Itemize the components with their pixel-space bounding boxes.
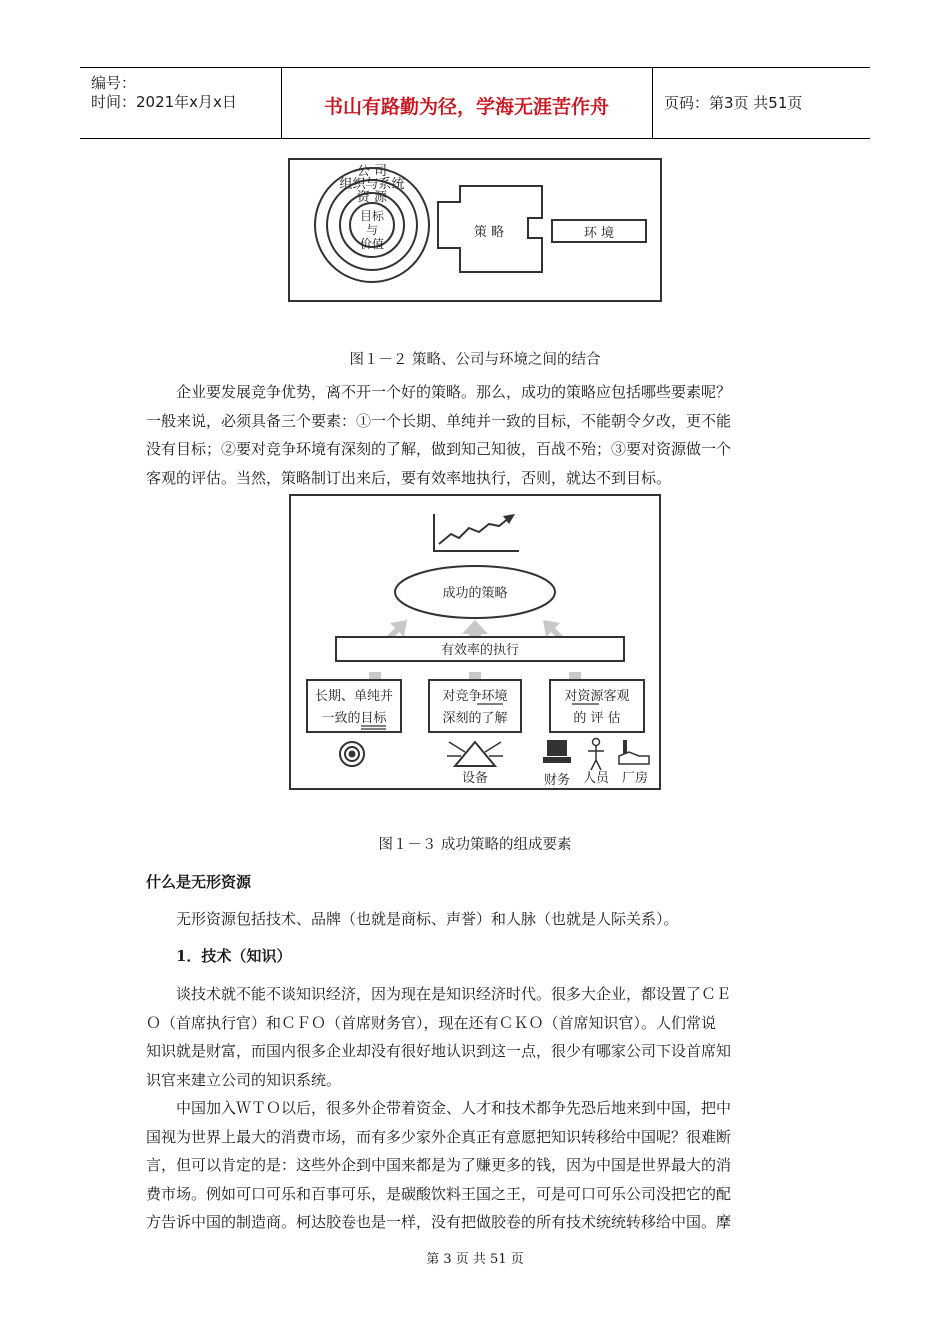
- paragraph1-line: 客观的评估。当然，策略制订出来后，要有效率地执行，否则，就达不到目标。: [146, 468, 672, 487]
- subsection-title: 1．技术（知识）: [176, 947, 292, 965]
- header-info-cell: [80, 68, 282, 138]
- people-label: 人员: [582, 771, 610, 786]
- figure1-diagram: [288, 158, 664, 304]
- plant-label: 厂房: [621, 771, 649, 786]
- equipment-label: 设备: [461, 771, 489, 786]
- ring-company-label: 公 司: [356, 164, 388, 179]
- paragraph3-line: 识官来建立公司的知识系统。: [146, 1070, 342, 1089]
- figure2-diagram: [289, 494, 663, 792]
- paragraph1-line: 没有目标；②要对竞争环境有深刻的了解，做到知己知彼，百战不殆；③要对资源做一个: [146, 440, 732, 458]
- document-time-label: 时间：2021年x月x日: [91, 93, 237, 111]
- page-footer: 第 3 页 共 51 页: [426, 1252, 524, 1267]
- paragraph-strategy-elements: [146, 378, 810, 492]
- header-motto-cell: [281, 68, 653, 138]
- paragraph-knowledge-economy: [146, 980, 810, 1094]
- page-header: [80, 67, 870, 139]
- environment-understanding-line2: 深刻的了解: [442, 711, 508, 726]
- figure2-caption: 图１－３ 成功策略的组成要素: [378, 837, 572, 853]
- environment-understanding-line1: 对竞争环境: [442, 689, 508, 704]
- paragraph4-line: 方告诉中国的制造商。柯达胶卷也是一样，没有把做胶卷的所有技术统统转移给中国。摩: [146, 1213, 732, 1231]
- execution-label: 有效率的执行: [440, 643, 520, 658]
- ring-resource-label: 资 源: [356, 190, 388, 205]
- paragraph-intangible-resources: [146, 905, 810, 934]
- section-title: 什么是无形资源: [146, 873, 252, 891]
- paragraph4-line: 言，但可以肯定的是：这些外企到中国来都是为了赚更多的钱，因为中国是世界最大的消: [146, 1156, 732, 1174]
- finance-computer-icon: [543, 740, 571, 763]
- document-number-label: 编号：: [91, 74, 137, 92]
- paragraph-wto-foreign-firms: [146, 1094, 810, 1237]
- success-strategy-label: 成功的策略: [442, 586, 508, 601]
- figure-strategy-company-environment: [288, 158, 664, 308]
- center-label-2: 与: [365, 223, 379, 237]
- paragraph2-line: 无形资源包括技术、品牌（也就是商标、声誉）和人脉（也就是人际关系）。: [176, 910, 679, 928]
- paragraph4-line: 国视为世界上最大的消费市场，而有多少家外企真正有意愿把知识转移给中国呢？很难断: [146, 1127, 732, 1146]
- header-page-info: 页码：第3页 共51页: [664, 94, 803, 112]
- ring-org-label: 组织与系统: [339, 177, 405, 192]
- strategy-label: 策 略: [473, 225, 505, 240]
- paragraph4-line: 费市场。例如可口可乐和百事可乐，是碳酸饮料王国之王，可是可口可乐公司没把它的配: [146, 1184, 732, 1203]
- finance-label: 财务: [543, 773, 571, 788]
- resource-evaluation-line2: 的 评 估: [573, 711, 621, 726]
- environment-label: 环 境: [583, 226, 615, 241]
- paragraph1-line: 企业要发展竞争优势，离不开一个好的策略。那么，成功的策略应包括哪些要素呢？: [176, 383, 732, 401]
- paragraph4-line: 中国加入ＷＴＯ以后，很多外企带着资金、人才和技术都争先恐后地来到中国，把中: [176, 1099, 732, 1117]
- resource-evaluation-line1: 对资源客观: [564, 689, 630, 704]
- paragraph3-line: Ｏ（首席执行官）和ＣＦＯ（首席财务官），现在还有ＣＫＯ（首席知识官）。人们常说: [146, 1013, 717, 1032]
- figure1-caption: 图１－２ 策略、公司与环境之间的结合: [349, 352, 601, 368]
- paragraph3-line: 谈技术就不能不谈知识经济，因为现在是知识经济时代。很多大企业，都设置了ＣＥ: [176, 985, 732, 1003]
- figure-success-strategy-elements: [289, 494, 663, 796]
- center-label-1: 目标: [359, 209, 385, 223]
- long-term-goal-line1: 长期、单纯并: [314, 689, 394, 704]
- center-label-3: 价值: [359, 237, 385, 251]
- paragraph1-line: 一般来说，必须具备三个要素：①一个长期、单纯并一致的目标，不能朝令夕改，更不能: [146, 411, 732, 430]
- paragraph3-line: 知识就是财富，而国内很多企业却没有很好地认识到这一点，很少有哪家公司下设首席知: [146, 1042, 732, 1060]
- header-motto: 书山有路勤为径，学海无涯苦作舟: [323, 96, 609, 118]
- header-page-cell: [653, 68, 870, 138]
- long-term-goal-line2: 一致的目标: [321, 711, 387, 726]
